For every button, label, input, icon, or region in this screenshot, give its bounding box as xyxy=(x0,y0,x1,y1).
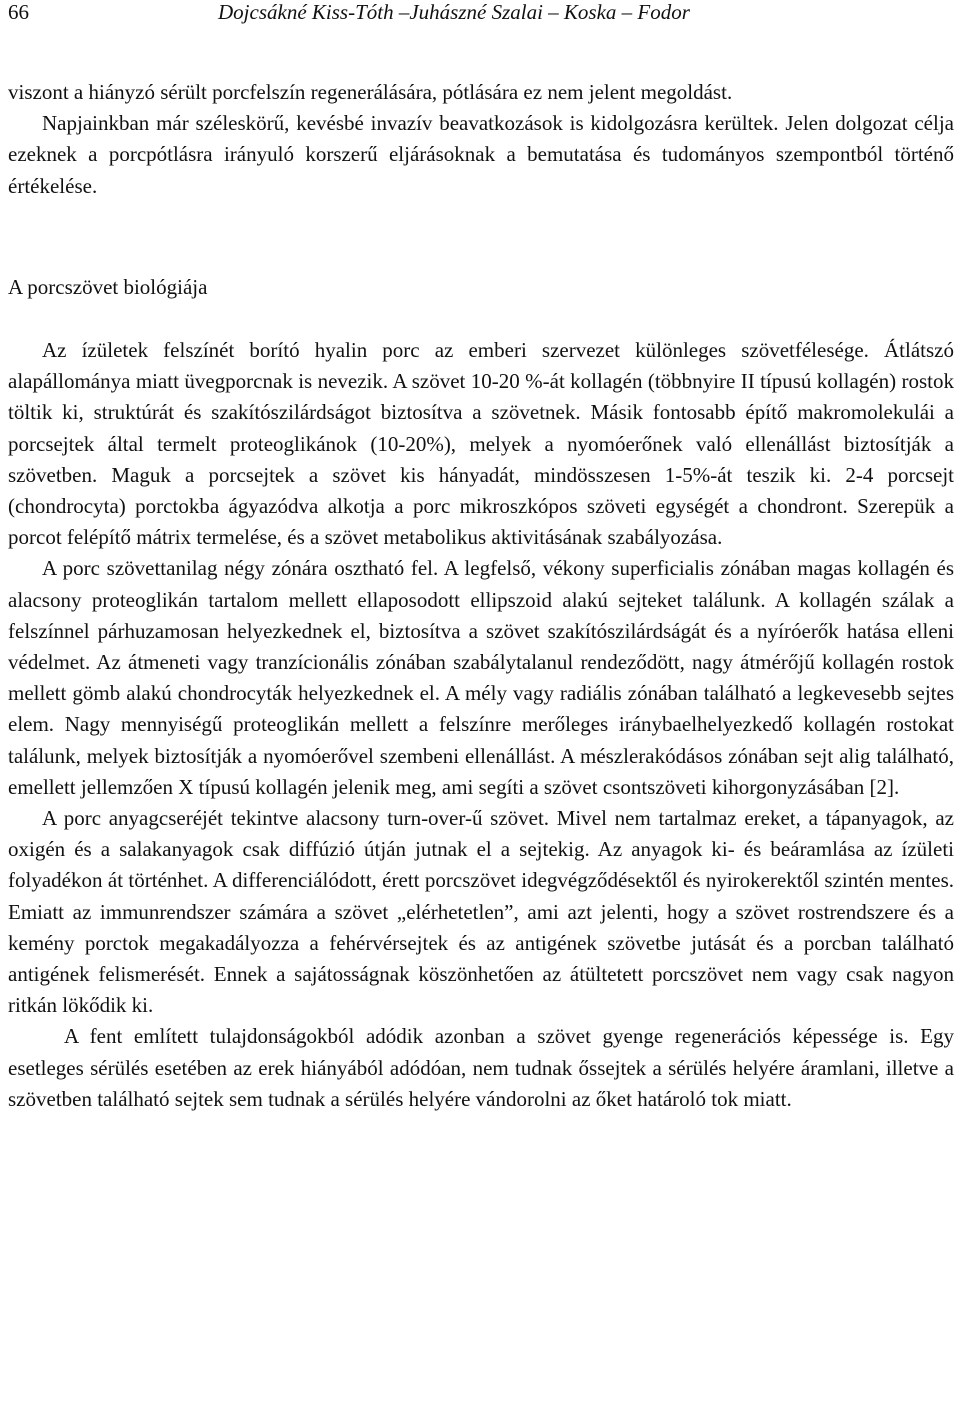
section-text xyxy=(8,335,954,1115)
section-paragraph-1: Az ízületek felszínét borító hyalin porc az emberi szervezet különleges szövetfélesége. Átlátszó alapállománya miatt üvegporcnak is nevezik. A szövet 10-20 %-át kollagén (többnyire II típusú kollagén) rostok töltik ki, struktúrát és szakítószilárdságot biztosítva a szövetnek. Másik fontosabb építő makromolekulái a porcsejtek által termelt proteoglikánok (10-20%), melyek a nyomóerőnek való ellenállást biztosítják a szövetben. Maguk a porcsejtek a szövet kis hányadát, mindösszesen 1-5%-át teszik ki. 2-4 porcsejt (chondrocyta) porctokba ágyazódva alkotja a porc mikroszkópos szöveti egységét a chondront. Szerepük a porcot felépítő mátrix termelése, és a szövet metabolikus aktivitásának szabályozása. xyxy=(8,338,954,550)
header-authors: Dojcsákné Kiss-Tóth –Juhászné Szalai – Koska – Fodor xyxy=(218,0,690,24)
document-page xyxy=(8,0,954,1111)
section-paragraph-2: A porc szövettanilag négy zónára osztható fel. A legfelső, vékony superficialis zónában magas kollagén és alacsony proteoglikán tartalom mellett ellaposodott ellipszoid alakú sejteket találunk. A kollagén szálak a felszínnel párhuzamosan helyezkednek el, biztosítva a szövet szakítószilárdságát és a nyíróerők hatása elleni védelmet. Az átmeneti vagy tranzícionális zónában szabálytalanul rendeződött, nagy átmérőjű kollagén rostok mellett gömb alakú chondrocyták helyezkednek el. A mély vagy radiális zónában található a legkevesebb sejtes elem. Nagy mennyiségű proteoglikán mellett a felszínre merőleges iránybaelhelyezkedő kollagén rostokat találunk, melyek biztosítják a nyomóerővel szembeni ellenállást. A mészlerakódásos zónában sejt alig található, emellett jellemzően X típusú kollagén jelenik meg, ami segíti a szövet csontszöveti kihorgonyzásában [2]. xyxy=(8,556,954,799)
page-number: 66 xyxy=(8,0,29,24)
section-paragraph-3: A porc anyagcseréjét tekintve alacsony turn-over-ű szövet. Mivel nem tartalmaz ereket, a tápanyagok, az oxigén és a salakanyagok csak diffúzió útján jutnak el a sejtekig. Az anyagok ki- és beáramlása az ízületi folyadékon át történhet. A differenciálódott, érett porcszövet idegvégződésektől és nyirokerektől szintén mentes. Emiatt az immunrendszer számára a szövet „elérhetetlen”, ami azt jelenti, hogy a szövet rostrendszere és a kemény porctok megakadályozza a fehérvérsejtek és az antigének szövetbe jutását és a porcban található antigének felismerését. Ennek a sajátosságnak köszönhetően az átültetett porcszövet nem vagy csak nagyon ritkán lökődik ki. xyxy=(8,806,954,1018)
intro-text xyxy=(8,77,954,202)
section-heading: A porcszövet biológiája xyxy=(8,275,208,299)
running-header xyxy=(8,0,954,30)
intro-paragraph-2: Napjainkban már széleskörű, kevésbé invazív beavatkozások is kidolgozásra kerültek. Jelen dolgozat célja ezeknek a porcpótlásra irányuló korszerű eljárásoknak a bemutatása és tudományos szempontból történő értékelése. xyxy=(8,111,954,198)
intro-paragraph-1: viszont a hiányzó sérült porcfelszín regenerálására, pótlására ez nem jelent megoldást. xyxy=(8,80,733,104)
section-paragraph-4: A fent említett tulajdonságokból adódik azonban a szövet gyenge regenerációs képessége is. Egy esetleges sérülés esetében az erek hiányából adódóan, nem tudnak őssejtek a sérülés helyére áramlani, illetve a szövetben található sejtek sem tudnak a sérülés helyére vándorolni az őket határoló tok miatt. xyxy=(8,1024,954,1111)
